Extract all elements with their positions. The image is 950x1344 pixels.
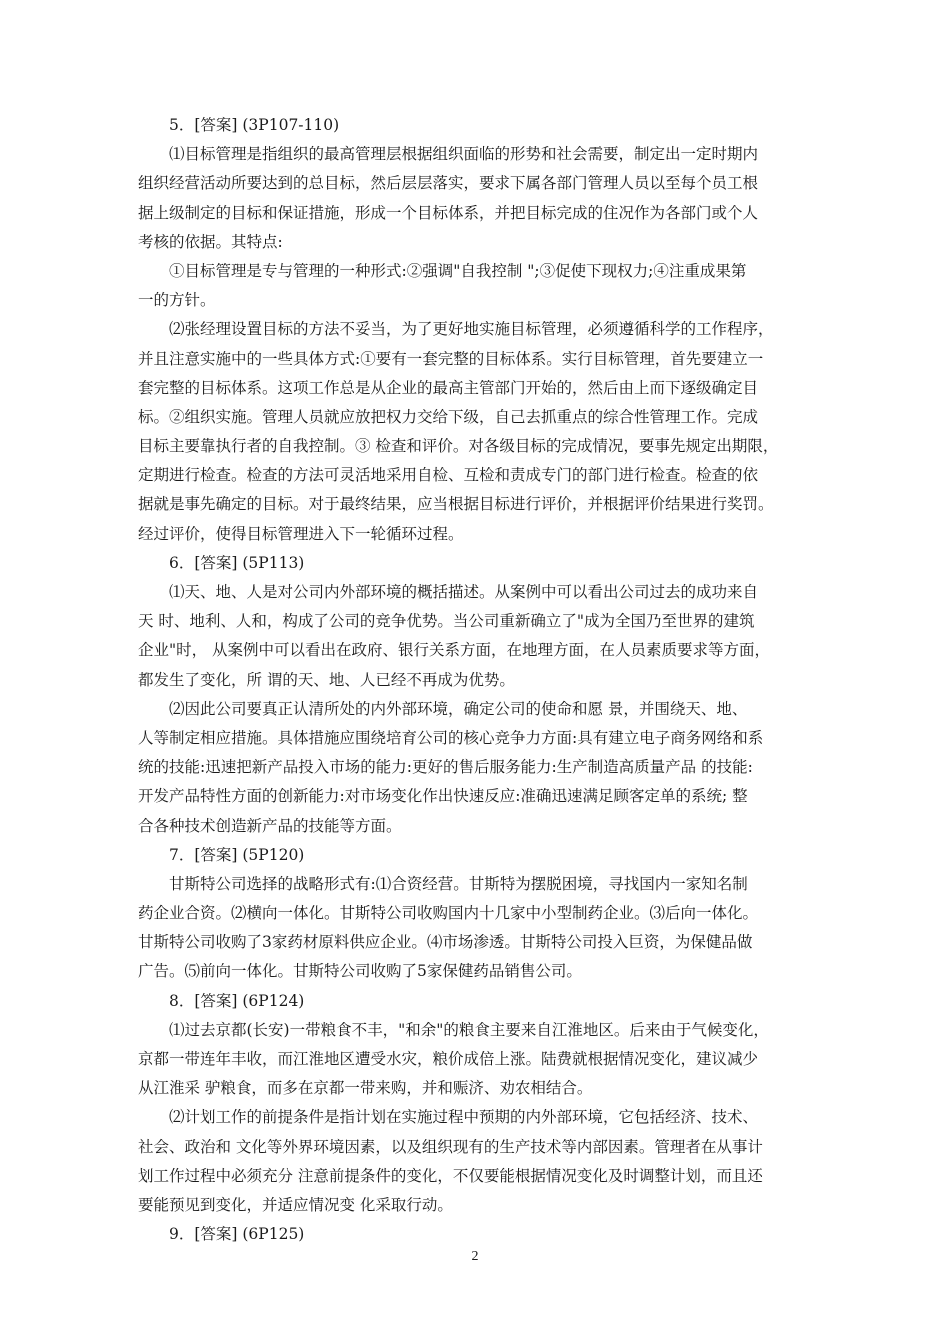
text-line: 开发产品特性方面的创新能力:对市场变化作出快速反应:准确迅速满足顾客定单的系统; 整 <box>138 787 748 806</box>
text-line: 据上级制定的目标和保证措施，形成一个目标体系，并把目标完成的住况作为各部门或个人 <box>138 203 759 222</box>
text-line: ⑵因此公司要真正认清所处的内外部环境，确定公司的使命和愿 景，并围绕天、地、 <box>169 699 748 718</box>
text-line: ⑴天、地、人是对公司内外部环境的概括描述。从案例中可以看出公司过去的成功来自 <box>169 583 759 601</box>
text-line: 7．[答案] (5P120) <box>169 845 305 864</box>
text-line: 广告。⑸前向一体化。甘斯特公司收购了5家保健药品销售公司。 <box>138 962 582 981</box>
text-line: 人等制定相应措施。具体措施应围绕培育公司的核心竞争力方面:具有建立电子商务网络和系 <box>138 728 764 747</box>
text-line: 甘斯特公司选择的战略形式有:⑴合资经营。甘斯特为摆脱困境，寻找国内一家知名制 <box>169 874 748 893</box>
text-line: 8．[答案] (6P124) <box>169 991 305 1010</box>
text-line: ⑴过去京都(长安)一带粮食不丰，"和余"的粮食主要来自江淮地区。后来由于气候变化， <box>169 1020 769 1039</box>
text-line: ①目标管理是专与管理的一种形式:②强调"自我控制 ";③促使下现权力;④注重成果第 <box>169 261 747 280</box>
text-line: 划工作过程中必须充分 注意前提条件的变化，不仅要能根据情况变化及时调整计划，而且还 <box>138 1166 763 1185</box>
text-line: ⑴目标管理是指组织的最高管理层根据组织面临的形势和社会需要，制定出一定时期内 <box>169 145 759 164</box>
text-line: 并且注意实施中的一些具体方式:①要有一套完整的目标体系。实行目标管理，首先要建立一 <box>138 349 764 368</box>
text-line: 统的技能:迅速把新产品投入市场的能力:更好的售后服务能力:生产制造高质量产品 的技能: <box>138 758 753 777</box>
text-line: 从江淮采 驴粮食，而多在京都一带来购，并和赈济、劝农相结合。 <box>138 1079 593 1098</box>
text-line: 定期进行检查。检查的方法可灵活地采用自检、互检和责成专门的部门进行检查。检查的依 <box>138 466 759 485</box>
text-line: 天 时、地利、人和，构成了公司的竞争优势。当公司重新确立了"成为全国乃至世界的建筑 <box>138 612 755 631</box>
text-line: 社会、政治和 文化等外界环境因素，以及组织现有的生产技术等内部因素。管理者在从事计 <box>138 1137 763 1156</box>
text-line: 目标主要靠执行者的自我控制。③ 检查和评价。对各级目标的完成情况，要事先规定出期限， <box>138 437 779 456</box>
document-body <box>138 111 826 1249</box>
text-line: 组织经营活动所要达到的总目标，然后层层落实，要求下属各部门管理人员以至每个员工根 <box>138 174 759 193</box>
text-line: 经过评价，使得目标管理进入下一轮循环过程。 <box>138 524 464 543</box>
text-line: 套完整的目标体系。这项工作总是从企业的最高主管部门开始的，然后由上而下逐级确定目 <box>138 378 759 397</box>
text-line: ⑵计划工作的前提条件是指计划在实施过程中预期的内外部环境，它包括经济、技术、 <box>169 1108 759 1127</box>
text-line: ⑵张经理设置目标的方法不妥当，为了更好地实施目标管理，必须遵循科学的工作程序， <box>169 320 774 339</box>
text-line: 合各种技术创造新产品的技能等方面。 <box>138 816 402 835</box>
text-line: 考核的依据。其特点: <box>138 232 283 251</box>
text-line: 9．[答案] (6P125) <box>169 1225 305 1244</box>
text-line: 药企业合资。⑵横向一体化。甘斯特公司收购国内十几家中小型制药企业。⑶后向一体化。 <box>138 904 759 923</box>
text-line: 企业"时， 从案例中可以看出在政府、银行关系方面，在地理方面，在人员素质要求等方面， <box>138 641 771 660</box>
text-line: 据就是事先确定的目标。对于最终结果，应当根据目标进行评价，并根据评价结果进行奖罚。 <box>138 495 774 514</box>
text-line: 6．[答案] (5P113) <box>169 553 305 572</box>
text-line: 都发生了变化，所 谓的天、地、人已经不再成为优势。 <box>138 670 515 689</box>
text-line: 一的方针。 <box>138 291 216 310</box>
text-line: 5．[答案] (3P107-110) <box>169 116 340 134</box>
text-line: 标。②组织实施。管理人员就应放把权力交给下级，自己去抓重点的综合性管理工作。完成 <box>138 407 759 426</box>
text-line: 要能预见到变化，并适应情况变 化采取行动。 <box>138 1195 453 1214</box>
text-line: 京都一带连年丰收，而江淮地区遭受水灾，粮价成倍上涨。陆费就根据情况变化，建议减少 <box>138 1050 759 1068</box>
text-line: 甘斯特公司收购了3家药材原料供应企业。⑷市场渗透。甘斯特公司投入巨资，为保健品做 <box>138 933 753 952</box>
page-number: 2 <box>471 1249 479 1264</box>
